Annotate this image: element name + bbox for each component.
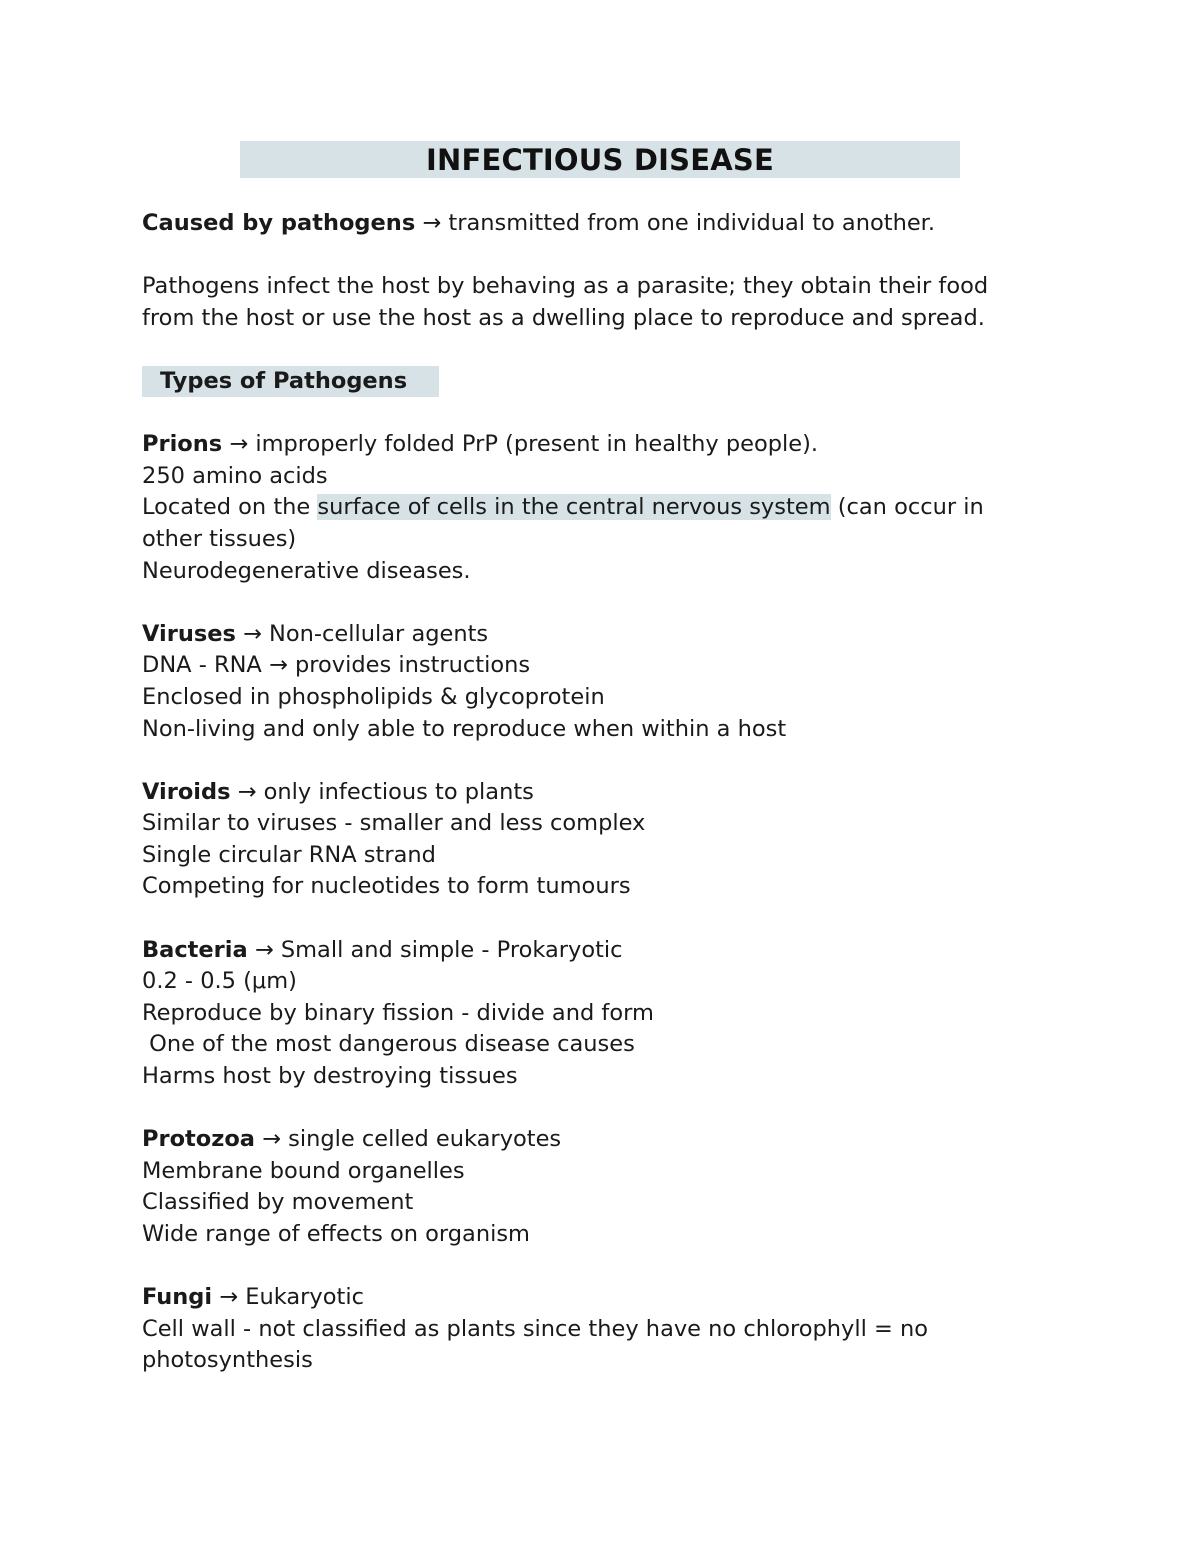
prions-line-3-pre: Located on the [142, 494, 318, 521]
viruses-line-2: DNA - RNA → provides instructions [142, 652, 531, 679]
bacteria-line-4: One of the most dangerous disease causes [142, 1031, 635, 1058]
protozoa-line-2: Membrane bound organelles [142, 1157, 465, 1184]
prions-line-3 [142, 492, 1042, 524]
types-heading-line [142, 366, 1042, 398]
bacteria-line-5: Harms host by destroying tissues [142, 1063, 518, 1090]
fungi-line-2: Cell wall - not classified as plants since they have no chlorophyll = no [142, 1315, 929, 1342]
prions-desc: → improperly folded PrP (present in healthy people). [222, 431, 819, 458]
protozoa-name: Protozoa [142, 1126, 255, 1153]
bacteria-desc: → Small and simple - Prokaryotic [247, 936, 623, 963]
prions-name: Prions [142, 431, 223, 458]
protozoa-heading-line [142, 1124, 1042, 1156]
viruses-name: Viruses [142, 620, 236, 647]
section-protozoa [142, 1124, 1042, 1250]
prions-line-3-post: (can occur in [830, 494, 984, 521]
types-heading: Types of Pathogens [142, 366, 439, 397]
protozoa-line-3: Classified by movement [142, 1189, 414, 1216]
section-fungi [142, 1282, 1042, 1377]
viruses-heading-line [142, 619, 1042, 651]
section-prions [142, 429, 1042, 587]
document-body [142, 208, 1042, 1377]
bacteria-line-3: Reproduce by binary fission - divide and form [142, 999, 654, 1026]
protozoa-desc: → single celled eukaryotes [255, 1126, 562, 1153]
viroids-name: Viroids [142, 778, 231, 805]
viruses-line-4: Non-living and only able to reproduce when within a host [142, 715, 787, 742]
prions-line-4: other tissues) [142, 525, 297, 552]
intro-lead-bold: Caused by pathogens [142, 210, 416, 236]
prions-line-5: Neurodegenerative diseases. [142, 557, 471, 584]
section-viroids [142, 777, 1042, 903]
prions-heading-line [142, 429, 1042, 461]
protozoa-line-4: Wide range of effects on organism [142, 1221, 530, 1247]
viruses-desc: → Non-cellular agents [235, 620, 489, 647]
viroids-desc: → only infectious to plants [230, 778, 534, 805]
intro-line [142, 208, 1042, 240]
prions-highlight: surface of cells in the central nervous system [317, 494, 831, 521]
viroids-line-2: Similar to viruses - smaller and less complex [142, 810, 646, 837]
fungi-heading-line [142, 1282, 1042, 1314]
intro-lead-rest: → transmitted from one individual to another. [415, 210, 936, 236]
viroids-line-3: Single circular RNA strand [142, 841, 436, 868]
section-viruses [142, 619, 1042, 745]
bacteria-name: Bacteria [142, 936, 248, 963]
viroids-heading-line [142, 777, 1042, 809]
viroids-line-4: Competing for nucleotides to form tumours [142, 873, 631, 900]
bacteria-line-2: 0.2 - 0.5 (μm) [142, 968, 297, 995]
fungi-desc: → Eukaryotic [212, 1284, 364, 1311]
section-bacteria [142, 935, 1042, 1093]
fungi-name: Fungi [142, 1284, 213, 1311]
prions-line-2: 250 amino acids [142, 462, 328, 489]
bacteria-heading-line [142, 935, 1042, 967]
intro-paragraph-line-2: from the host or use the host as a dwelling place to reproduce and spread. [142, 304, 985, 331]
fungi-line-3: photosynthesis [142, 1347, 313, 1374]
page-title: INFECTIOUS DISEASE [240, 141, 960, 178]
viruses-line-3: Enclosed in phospholipids & glycoprotein [142, 683, 605, 710]
intro-paragraph-line-1: Pathogens infect the host by behaving as a parasite; they obtain their food [142, 273, 989, 300]
